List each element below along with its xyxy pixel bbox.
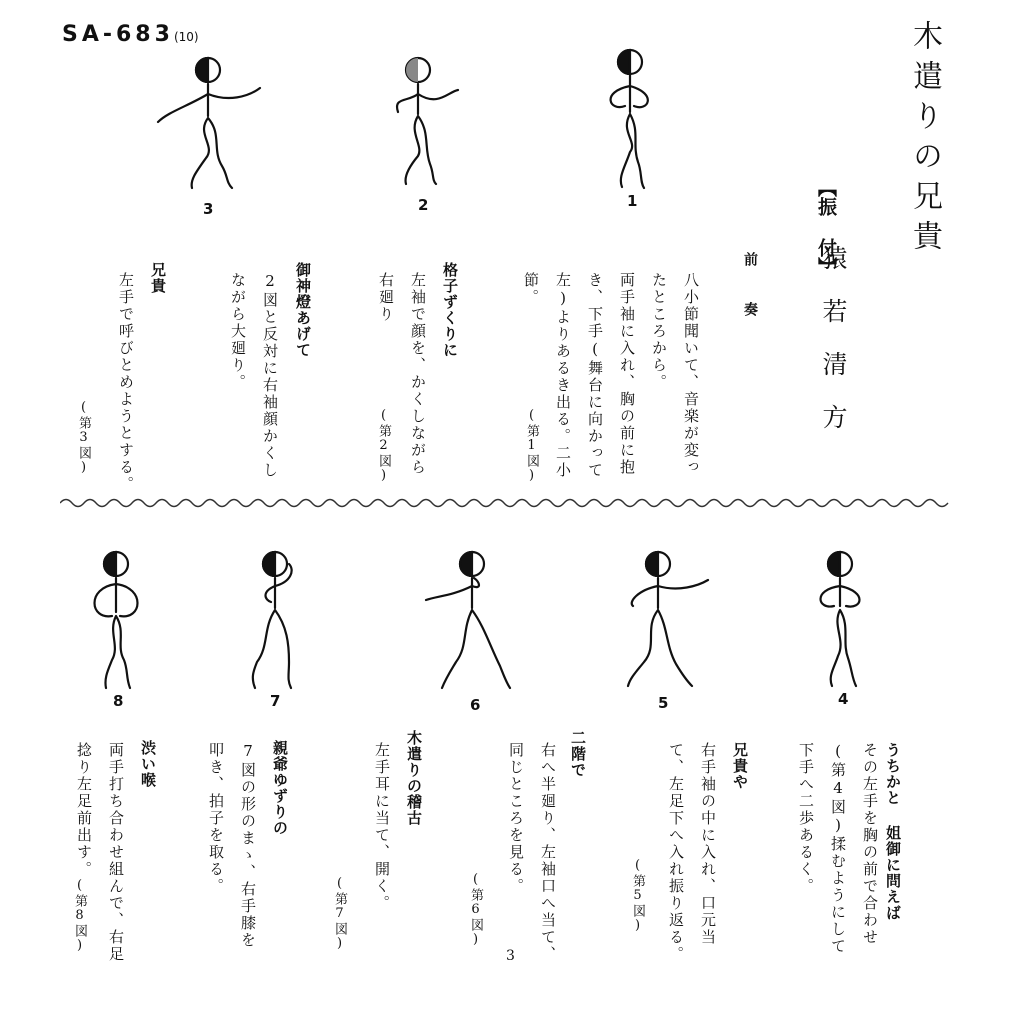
bottom-section-3-text [500, 742, 564, 963]
page-number: 3 [506, 948, 515, 964]
figure-3 [158, 58, 260, 188]
figure-number-6: 6 [470, 696, 481, 714]
bottom-section-5-text [200, 742, 264, 949]
top-section-1-text [515, 272, 707, 482]
top-section-2-head: 格子ずくりに [441, 262, 459, 358]
bottom-section-4-head: 木遣りの稽古 [405, 730, 423, 826]
top-section-3-head: 御神燈あげて [294, 262, 312, 358]
figure-2 [397, 58, 458, 184]
line: 2図と反対に右袖顔かくし [261, 272, 279, 479]
bottom-section-4-ref: (第7図) [332, 876, 347, 952]
line: 左手で呼びとめようとする。 [117, 272, 135, 493]
bottom-section-1-head: うちかと 姐御に問えば [884, 742, 902, 921]
line: (第4図)揉むようにして [829, 742, 847, 955]
figure-number-4: 4 [838, 690, 849, 708]
figure-number-8: 8 [113, 692, 124, 710]
line: 八小節聞いて、音楽が変っ [682, 272, 700, 476]
top-section-4-ref: (第3図) [76, 400, 91, 476]
bottom-section-2-text [660, 742, 724, 963]
bottom-section-4-text [366, 742, 398, 912]
top-section-1-ref: (第1図) [524, 408, 539, 484]
line: ながら大廻り。 [229, 272, 247, 391]
figure-number-2: 2 [418, 196, 429, 214]
figure-8 [95, 552, 138, 688]
figure-number-7: 7 [270, 692, 281, 710]
choreography-label: 【振 付】 [815, 178, 837, 276]
choreographer-name: 猿若清方 [819, 245, 848, 457]
figure-number-5: 5 [658, 694, 669, 712]
top-section-4-head: 兄貴 [149, 262, 167, 294]
bottom-section-6-head: 渋い喉 [139, 740, 157, 788]
wavy-divider [60, 496, 960, 510]
line: 叩き、拍子を取る。 [207, 742, 225, 895]
line: 節。 [522, 272, 540, 306]
record-code-main: SA-683 [62, 22, 174, 47]
figure-4 [821, 552, 860, 686]
figure-number-1: 1 [627, 192, 638, 210]
line: 両手打ち合わせ組んで、右足 [107, 742, 125, 963]
record-code-sub: (10) [173, 30, 199, 44]
top-section-4-text [110, 272, 142, 493]
bottom-section-2-ref: (第5図) [630, 858, 645, 934]
top-section-2-ref: (第2図) [376, 408, 391, 484]
line: 下手へ二歩あるく。 [797, 742, 815, 895]
line: 両手袖に入れ、胸の前に抱 [618, 272, 636, 476]
bottom-section-3-ref: (第6図) [468, 872, 483, 948]
line: て、左足下へ入れ振り返る。 [667, 742, 685, 963]
line: 7図の形のまゝ、右手膝を [239, 742, 257, 949]
line: その左手を胸の前で合わせ [861, 742, 879, 946]
line: たところから。 [650, 272, 668, 391]
bottom-section-6-ref: (第8図) [72, 878, 87, 954]
bottom-section-1-text [790, 742, 886, 955]
figure-1 [611, 50, 648, 188]
figure-7 [253, 552, 292, 688]
line: 右へ半廻り、左袖口へ当て、 [539, 742, 557, 963]
figure-5 [628, 552, 708, 686]
prelude-label: 前 奏 [742, 252, 758, 326]
line: 左手耳に当て、開く。 [373, 742, 391, 912]
bottom-section-2-head: 兄貴や [731, 742, 749, 790]
line: 左袖で顔を、かくしながら [409, 272, 427, 476]
song-title: 木遣りの兄貴 [907, 20, 942, 260]
bottom-section-5-head: 親爺ゆずりの [271, 740, 289, 836]
top-section-3-text [222, 272, 286, 479]
bottom-section-3-head: 二階で [569, 730, 587, 778]
line: 同じところを見る。 [507, 742, 525, 895]
line: 捻り左足前出す。 [75, 742, 93, 878]
line: き、下手(舞台に向かって [586, 272, 604, 479]
line: 左)よりあるき出る。二小 [554, 272, 572, 479]
figure-6 [426, 552, 510, 688]
line: 右廻り [377, 272, 395, 323]
figure-number-3: 3 [203, 200, 214, 218]
line: 右手袖の中に入れ、口元当 [699, 742, 717, 946]
